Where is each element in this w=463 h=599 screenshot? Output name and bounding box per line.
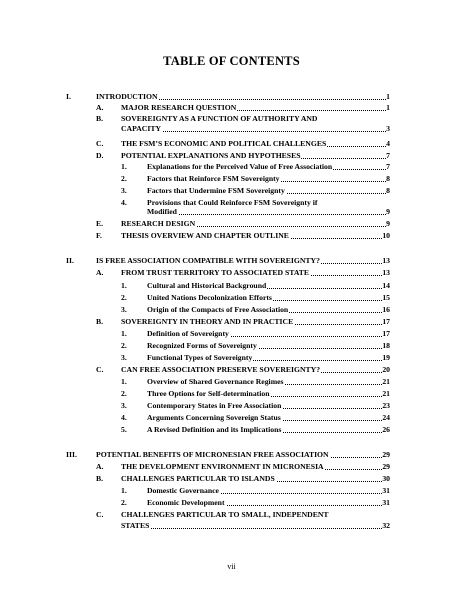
toc-entry[interactable]: [0, 305, 390, 315]
toc-entry-title: CAN FREE ASSOCIATION PRESERVE SOVEREIGNTY?: [121, 365, 321, 374]
toc-entry[interactable]: [0, 151, 390, 161]
toc-entry[interactable]: [0, 377, 390, 387]
toc-entry-title: Economic Development: [147, 498, 225, 507]
toc-entry-page: 9: [386, 219, 390, 228]
toc-entry-number: 1.: [121, 486, 127, 495]
toc-entry[interactable]: [0, 186, 390, 196]
toc-entry-page: 3: [386, 124, 390, 133]
toc-entry[interactable]: [0, 162, 390, 172]
toc-entry[interactable]: [0, 103, 390, 113]
toc-entry-title: THESIS OVERVIEW AND CHAPTER OUTLINE: [121, 231, 289, 240]
toc-entry-title: Recognized Forms of Sovereignty: [147, 341, 257, 350]
dot-leader: [121, 527, 390, 529]
toc-entry-page: 31: [382, 498, 390, 507]
toc-entry[interactable]: [0, 92, 390, 102]
toc-entry-number: D.: [96, 151, 104, 160]
toc-entry-number: 2.: [121, 341, 127, 350]
toc-entry-title: Provisions that Could Reinforce FSM Sovereignty if: [147, 198, 318, 207]
toc-entry-page: 19: [382, 353, 390, 362]
toc-entry-page: 10: [382, 231, 390, 240]
toc-entry-page: 31: [382, 486, 390, 495]
toc-entry-page: 1: [386, 92, 390, 101]
toc-entry[interactable]: [0, 139, 390, 149]
toc-entry-title: Domestic Governance: [147, 486, 219, 495]
toc-entry[interactable]: [0, 365, 390, 375]
toc-entry-page: 23: [382, 401, 390, 410]
toc-entry-number: 2.: [121, 174, 127, 183]
toc-entry-number: C.: [96, 139, 104, 148]
toc-entry-page: 13: [382, 268, 390, 277]
toc-entry[interactable]: [0, 425, 390, 435]
toc-entry[interactable]: [0, 317, 390, 327]
toc-entry-title: SOVEREIGNTY IN THEORY AND IN PRACTICE: [121, 317, 294, 326]
toc-entry[interactable]: [0, 401, 390, 411]
toc-entry-page: 21: [382, 377, 390, 386]
toc-entry-number: 1.: [121, 162, 127, 171]
toc-entry-page: 30: [382, 474, 390, 483]
toc-entry-title: POTENTIAL BENEFITS OF MICRONESIAN FREE ASSOCIATION: [96, 450, 329, 459]
toc-entry[interactable]: [0, 231, 390, 241]
toc-entry-number: A.: [96, 268, 104, 277]
toc-entry[interactable]: [0, 341, 390, 351]
toc-entry[interactable]: [0, 462, 390, 472]
toc-entry-number: I.: [66, 92, 71, 101]
toc-entry-number: 2.: [121, 498, 127, 507]
toc-entry[interactable]: [0, 174, 390, 184]
toc-entry-title: INTRODUCTION: [96, 92, 158, 101]
toc-entry[interactable]: [0, 329, 390, 339]
toc-entry-number: A.: [96, 462, 104, 471]
toc-entry-number: E.: [96, 219, 104, 228]
toc-entry-page: 1: [386, 103, 390, 112]
toc-entry-page: 20: [382, 365, 390, 374]
toc-entry-title: FROM TRUST TERRITORY TO ASSOCIATED STATE: [121, 268, 310, 277]
page-number: vii: [227, 562, 236, 571]
toc-entry-page: 7: [386, 151, 390, 160]
toc-entry[interactable]: [0, 124, 390, 134]
toc-entry-number: 1.: [121, 377, 127, 386]
toc-entry[interactable]: [0, 389, 390, 399]
toc-entry[interactable]: [0, 498, 390, 508]
toc-entry-number: 2.: [121, 389, 127, 398]
page-title: TABLE OF CONTENTS: [163, 54, 300, 68]
toc-entry-page: 4: [386, 139, 390, 148]
toc-entry[interactable]: [0, 510, 390, 520]
toc-entry-number: 3.: [121, 305, 127, 314]
toc-entry-number: 3.: [121, 401, 127, 410]
toc-entry-title: A Revised Definition and its Implications: [147, 425, 282, 434]
toc-entry-title: SOVEREIGNTY AS A FUNCTION OF AUTHORITY AND: [121, 114, 318, 123]
toc-entry-title: POTENTIAL EXPLANATIONS AND HYPOTHESES: [121, 151, 301, 160]
toc-entry-page: 24: [382, 413, 390, 422]
toc-entry-title: Overview of Shared Governance Regimes: [147, 377, 284, 386]
toc-entry-title: Functional Types of Sovereignty: [147, 353, 253, 362]
toc-entry-page: 14: [382, 281, 390, 290]
toc-entry-title: Explanations for the Perceived Value of Free Association: [147, 162, 333, 171]
toc-entry-page: 8: [386, 174, 390, 183]
toc-entry-title: Cultural and Historical Background: [147, 281, 267, 290]
toc-entry-title: RESEARCH DESIGN: [121, 219, 196, 228]
toc-entry-number: 4.: [121, 413, 127, 422]
toc-entry[interactable]: [0, 281, 390, 291]
toc-entry[interactable]: [0, 413, 390, 423]
toc-entry-page: 17: [382, 317, 390, 326]
toc-entry-page: 7: [386, 162, 390, 171]
toc-entry-title: THE DEVELOPMENT ENVIRONMENT IN MICRONESIA: [121, 462, 324, 471]
toc-entry[interactable]: [0, 219, 390, 229]
toc-entry-page: 18: [382, 341, 390, 350]
toc-entry-page: 8: [386, 186, 390, 195]
toc-entry-page: 21: [382, 389, 390, 398]
toc-entry[interactable]: [0, 353, 390, 363]
toc-entry-number: 2.: [121, 293, 127, 302]
toc-entry-number: B.: [96, 114, 104, 123]
toc-entry[interactable]: [0, 256, 390, 266]
toc-entry-title: CHALLENGES PARTICULAR TO SMALL, INDEPENDENT: [121, 510, 329, 519]
toc-entry-title: Definition of Sovereignty: [147, 329, 229, 338]
toc-entry-number: B.: [96, 317, 104, 326]
toc-entry-title: STATES: [121, 521, 150, 530]
toc-entry-number: B.: [96, 474, 104, 483]
dot-leader: [147, 213, 390, 215]
toc-entry-title: CHALLENGES PARTICULAR TO ISLANDS: [121, 474, 275, 483]
toc-entry-page: 17: [382, 329, 390, 338]
toc-entry-title: Contemporary States in Free Association: [147, 401, 282, 410]
toc-entry-number: 3.: [121, 353, 127, 362]
toc-entry-title: THE FSM’S ECONOMIC AND POLITICAL CHALLENGES: [121, 139, 327, 148]
toc-entry[interactable]: [0, 207, 390, 217]
toc-entry-number: 5.: [121, 425, 127, 434]
toc-entry-title: Modified: [147, 207, 177, 216]
toc-entry-number: C.: [96, 365, 104, 374]
toc-entry-number: 3.: [121, 186, 127, 195]
toc-entry-number: 1.: [121, 281, 127, 290]
toc-entry-page: 16: [382, 305, 390, 314]
toc-entry[interactable]: [0, 268, 390, 278]
toc-entry-number: F.: [96, 231, 102, 240]
toc-entry-page: 26: [382, 425, 390, 434]
toc-entry[interactable]: [0, 450, 390, 460]
toc-entry-page: 15: [382, 293, 390, 302]
toc-entry-title: Factors that Reinforce FSM Sovereignty: [147, 174, 280, 183]
toc-entry[interactable]: [0, 474, 390, 484]
toc-entry-page: 29: [382, 462, 390, 471]
toc-entry-title: MAJOR RESEARCH QUESTION: [121, 103, 237, 112]
toc-entry-title: CAPACITY: [121, 124, 162, 133]
toc-entry-number: III.: [66, 450, 77, 459]
toc-entry-page: 29: [382, 450, 390, 459]
toc-entry-number: C.: [96, 510, 104, 519]
toc-entry-title: Origin of the Compacts of Free Association: [147, 305, 289, 314]
toc-entry-title: IS FREE ASSOCIATION COMPATIBLE WITH SOVEREIGNTY?: [96, 256, 320, 265]
toc-entry[interactable]: [0, 114, 390, 124]
toc-entry-number: 4.: [121, 198, 127, 207]
toc-entry-title: Factors that Undermine FSM Sovereignty: [147, 186, 285, 195]
toc-entry-number: 1.: [121, 329, 127, 338]
toc-entry-number: A.: [96, 103, 104, 112]
toc-entry-page: 9: [386, 207, 390, 216]
toc-entry-title: Arguments Concerning Sovereign Status: [147, 413, 281, 422]
toc-entry-number: II.: [66, 256, 74, 265]
toc-entry[interactable]: [0, 521, 390, 531]
toc-entry-page: 32: [382, 521, 390, 530]
toc-entry-page: 13: [382, 256, 390, 265]
toc-entry-title: Three Options for Self-determination: [147, 389, 270, 398]
toc-entry-title: United Nations Decolonization Efforts: [147, 293, 272, 302]
toc-entry[interactable]: [0, 486, 390, 496]
toc-entry[interactable]: [0, 293, 390, 303]
